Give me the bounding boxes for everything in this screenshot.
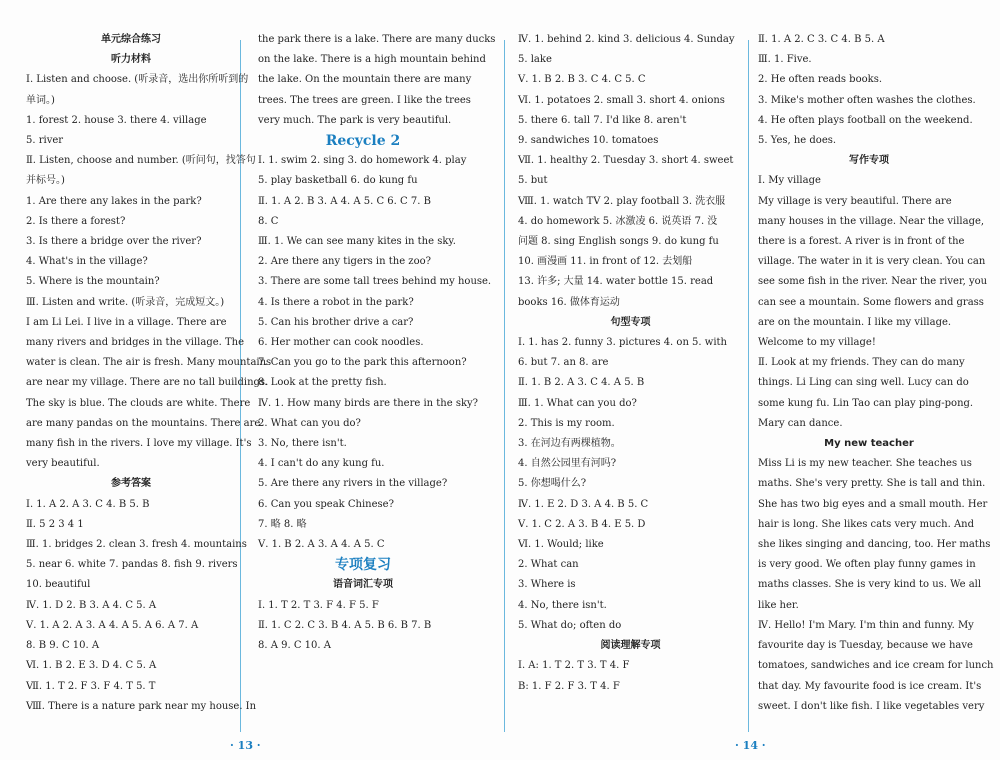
text-line: Ⅴ. 1. A 2. A 3. A 4. A 5. A 6. A 7. A	[26, 619, 199, 631]
page-number-left: · 13 ·	[230, 739, 261, 752]
text-line: 4. do homework 5. 冰激凌 6. 说英语 7. 没	[518, 215, 718, 227]
text-line: 5. Yes, he does.	[758, 135, 837, 147]
text-line: like her.	[758, 599, 799, 611]
text-line: Ⅵ. 1. Would; like	[518, 539, 604, 551]
text-line: are on the mountain. I like my village.	[758, 316, 952, 328]
text-line: Ⅴ. 1. C 2. A 3. B 4. E 5. D	[518, 518, 646, 530]
text-line: 10. beautiful	[26, 579, 91, 591]
section-heading: Recycle 2	[325, 133, 401, 150]
text-line: Ⅱ. Look at my friends. They can do many	[758, 357, 965, 369]
text-line: 6. but 7. an 8. are	[518, 357, 609, 369]
text-line: 3. 在河边有两棵植物。	[518, 438, 621, 450]
text-line: many rivers and bridges in the village. The	[26, 337, 245, 349]
text-line: Ⅳ. 1. behind 2. kind 3. delicious 4. Sunday	[518, 34, 735, 45]
text-line: 问题 8. sing English songs 9. do kung fu	[518, 236, 719, 248]
text-line: village. The water in it is very clean. You can	[758, 256, 986, 268]
column-4	[758, 30, 994, 717]
text-line: some kung fu. Lin Tao can play ping-pong.	[758, 397, 974, 409]
text-line: 4. What's in the village?	[26, 256, 148, 268]
text-line: are many pandas on the mountains. There are	[26, 417, 261, 429]
text-line: 5. there 6. tall 7. I'd like 8. aren't	[518, 114, 687, 126]
text-line: 8. Look at the pretty fish.	[258, 377, 387, 389]
text-line: 2. This is my room.	[518, 417, 615, 429]
text-line: trees. The trees are green. I like the trees	[258, 94, 471, 106]
text-line: Ⅴ. 1. B 2. B 3. C 4. C 5. C	[518, 74, 646, 86]
text-line: The sky is blue. The clouds are white. There	[26, 397, 251, 409]
text-line: She has two big eyes and a small mouth. Her	[758, 498, 988, 510]
text-line: Miss Li is my new teacher. She teaches us	[758, 458, 972, 470]
text-line: 3. Mike's mother often washes the clothes.	[758, 94, 976, 106]
text-line: 4. He often plays football on the weekend.	[758, 114, 973, 126]
text-line: 5. 你想喝什么?	[518, 478, 587, 490]
column-3	[518, 30, 743, 697]
text-line: hair is long. She likes cats very much. And	[758, 518, 975, 530]
text-line: Mary can dance.	[758, 417, 843, 429]
text-line: 5. play basketball 6. do kung fu	[258, 175, 418, 187]
text-line: many houses in the village. Near the village,	[758, 215, 985, 227]
text-line: Ⅴ. 1. B 2. A 3. A 4. A 5. C	[258, 539, 385, 551]
text-line: 10. 画漫画 11. in front of 12. 去划船	[518, 256, 693, 268]
text-line: Welcome to my village!	[758, 337, 876, 349]
text-line: 5. Where is the mountain?	[26, 276, 160, 288]
text-line: see some fish in the river. Near the river, you	[758, 276, 988, 288]
text-line: Ⅳ. Hello! I'm Mary. I'm thin and funny. My	[758, 619, 974, 631]
text-line: the lake. On the mountain there are many	[258, 74, 472, 86]
text-line: 2. Are there any tigers in the zoo?	[258, 256, 431, 268]
section-heading: 听力材料	[111, 54, 151, 66]
text-line: 8. C	[258, 215, 279, 227]
text-line: that day. My favourite food is ice cream. It's	[758, 680, 982, 692]
section-heading: 写作专项	[849, 155, 889, 167]
text-line: there is a forest. A river is in front of the	[758, 236, 965, 248]
text-line: 2. What can you do?	[258, 417, 361, 429]
text-line: 4. No, there isn't.	[518, 599, 607, 611]
text-line: 4. 自然公园里有河吗?	[518, 458, 617, 470]
section-heading: 语音词汇专项	[333, 579, 393, 591]
text-line: on the lake. There is a high mountain behind	[258, 54, 486, 66]
column-2	[258, 30, 496, 656]
text-line: tomatoes, sandwiches and ice cream for lunch	[758, 660, 994, 672]
text-line: 7. 略 8. 略	[258, 518, 307, 530]
text-line: Ⅰ. 1. swim 2. sing 3. do homework 4. play	[258, 155, 467, 167]
text-line: 并标号。)	[26, 175, 65, 187]
text-line: 8. B 9. C 10. A	[26, 640, 100, 652]
text-line: 13. 许多; 大量 14. water bottle 15. read	[518, 276, 714, 288]
text-line: 3. Is there a bridge over the river?	[26, 236, 202, 248]
text-line: 4. Is there a robot in the park?	[258, 296, 414, 308]
text-line: Ⅶ. 1. T 2. F 3. F 4. T 5. T	[26, 680, 156, 692]
text-line: Ⅵ. 1. potatoes 2. small 3. short 4. onions	[518, 94, 725, 106]
text-line: 2. What can	[518, 559, 579, 571]
text-line: 5. lake	[518, 54, 552, 66]
text-line: Ⅱ. 1. C 2. C 3. B 4. A 5. B 6. B 7. B	[258, 619, 432, 631]
text-line: 5. river	[26, 135, 64, 147]
text-line: are near my village. There are no tall buildings.	[26, 377, 269, 389]
column-divider-right	[748, 40, 749, 732]
section-heading: My new teacher	[824, 438, 914, 450]
text-line: things. Li Ling can sing well. Lucy can do	[758, 377, 969, 389]
text-line: many fish in the rivers. I love my village. It's	[26, 438, 252, 450]
text-line: maths. She's very pretty. She is tall and thin.	[758, 478, 986, 490]
text-line: 5. near 6. white 7. pandas 8. fish 9. rivers	[26, 559, 238, 571]
text-line: 6. Her mother can cook noodles.	[258, 337, 424, 349]
text-line: Ⅲ. Listen and write. (听录音，完成短文。)	[26, 296, 225, 308]
text-line: Ⅰ. 1. T 2. T 3. F 4. F 5. F	[258, 599, 379, 611]
text-line: 8. A 9. C 10. A	[258, 640, 331, 652]
text-line: very much. The park is very beautiful.	[258, 114, 452, 126]
text-line: the park there is a lake. There are many ducks	[258, 34, 496, 45]
text-line: Ⅱ. 1. B 2. A 3. C 4. A 5. B	[518, 377, 645, 389]
text-line: Ⅱ. 5 2 3 4 1	[26, 518, 84, 530]
text-line: 1. Are there any lakes in the park?	[26, 195, 202, 207]
section-heading: 阅读理解专项	[600, 640, 661, 652]
page-number-right: · 14 ·	[735, 739, 766, 752]
text-line: 5. What do; often do	[518, 619, 622, 631]
text-line: water is clean. The air is fresh. Many mountains	[26, 357, 272, 369]
text-line: 1. forest 2. house 3. there 4. village	[26, 114, 207, 126]
section-heading: 参考答案	[111, 478, 151, 490]
text-line: Ⅲ. 1. Five.	[758, 54, 812, 66]
text-line: Ⅰ. A: 1. T 2. T 3. T 4. F	[518, 660, 630, 672]
text-line: 5. Can his brother drive a car?	[258, 316, 414, 328]
text-line: 3. No, there isn't.	[258, 438, 347, 450]
text-line: 4. I can't do any kung fu.	[258, 458, 385, 470]
text-line: Ⅷ. 1. watch TV 2. play football 3. 洗衣服	[518, 195, 726, 207]
text-line: 3. Where is	[518, 579, 576, 591]
text-line: Ⅰ. Listen and choose. (听录音，选出你所听到的	[26, 74, 249, 86]
text-line: 5. Are there any rivers in the village?	[258, 478, 448, 490]
text-line: Ⅱ. 1. A 2. C 3. C 4. B 5. A	[758, 34, 885, 45]
text-line: very beautiful.	[26, 458, 100, 470]
text-line: Ⅷ. There is a nature park near my house. In	[26, 700, 257, 712]
section-heading: 句型专项	[610, 316, 651, 328]
text-line: 5. but	[518, 175, 548, 187]
text-line: sweet. I don't like fish. I like vegetables very	[758, 700, 985, 712]
text-line: Ⅳ. 1. E 2. D 3. A 4. B 5. C	[518, 498, 649, 510]
text-line: is very good. We often play funny games in	[758, 559, 976, 571]
section-heading: 专项复习	[335, 557, 391, 574]
text-line: Ⅰ. 1. has 2. funny 3. pictures 4. on 5. with	[518, 337, 727, 349]
text-line: Ⅶ. 1. healthy 2. Tuesday 3. short 4. sweet	[518, 155, 734, 167]
text-line: 7. Can you go to the park this afternoon?	[258, 357, 467, 369]
text-line: books 16. 做体育运动	[518, 296, 620, 308]
text-line: 2. He often reads books.	[758, 74, 882, 86]
text-line: 3. There are some tall trees behind my house.	[258, 276, 492, 288]
text-line: Ⅲ. 1. bridges 2. clean 3. fresh 4. mountains	[26, 539, 247, 551]
text-line: can see a mountain. Some flowers and grass	[758, 296, 984, 308]
text-line: Ⅳ. 1. How many birds are there in the sky?	[258, 397, 479, 409]
text-line: My village is very beautiful. There are	[758, 195, 952, 207]
text-line: B: 1. F 2. F 3. T 4. F	[518, 680, 620, 692]
text-line: 2. Is there a forest?	[26, 215, 126, 227]
text-line: Ⅲ. 1. What can you do?	[518, 397, 637, 409]
text-line: I am Li Lei. I live in a village. There are	[26, 316, 227, 328]
text-line: she likes singing and dancing, too. Her maths	[758, 539, 991, 551]
text-line: Ⅱ. Listen, choose and number. (听问句，找答句	[26, 155, 256, 167]
text-line: Ⅲ. 1. We can see many kites in the sky.	[258, 236, 456, 248]
text-line: maths classes. She is very kind to us. We all	[758, 579, 982, 591]
text-line: favourite day is Tuesday, because we have	[758, 640, 973, 652]
text-line: Ⅱ. 1. A 2. B 3. A 4. A 5. C 6. C 7. B	[258, 195, 431, 207]
section-heading: 单元综合练习	[101, 34, 161, 45]
text-line: Ⅰ. My village	[758, 175, 821, 187]
column-divider-center	[504, 40, 505, 732]
text-line: Ⅵ. 1. B 2. E 3. D 4. C 5. A	[26, 660, 157, 672]
text-line: Ⅰ. 1. A 2. A 3. C 4. B 5. B	[26, 498, 150, 510]
text-line: 6. Can you speak Chinese?	[258, 498, 394, 510]
text-line: 9. sandwiches 10. tomatoes	[518, 135, 659, 147]
text-line: Ⅳ. 1. D 2. B 3. A 4. C 5. A	[26, 599, 157, 611]
text-line: 单词。)	[26, 94, 55, 106]
